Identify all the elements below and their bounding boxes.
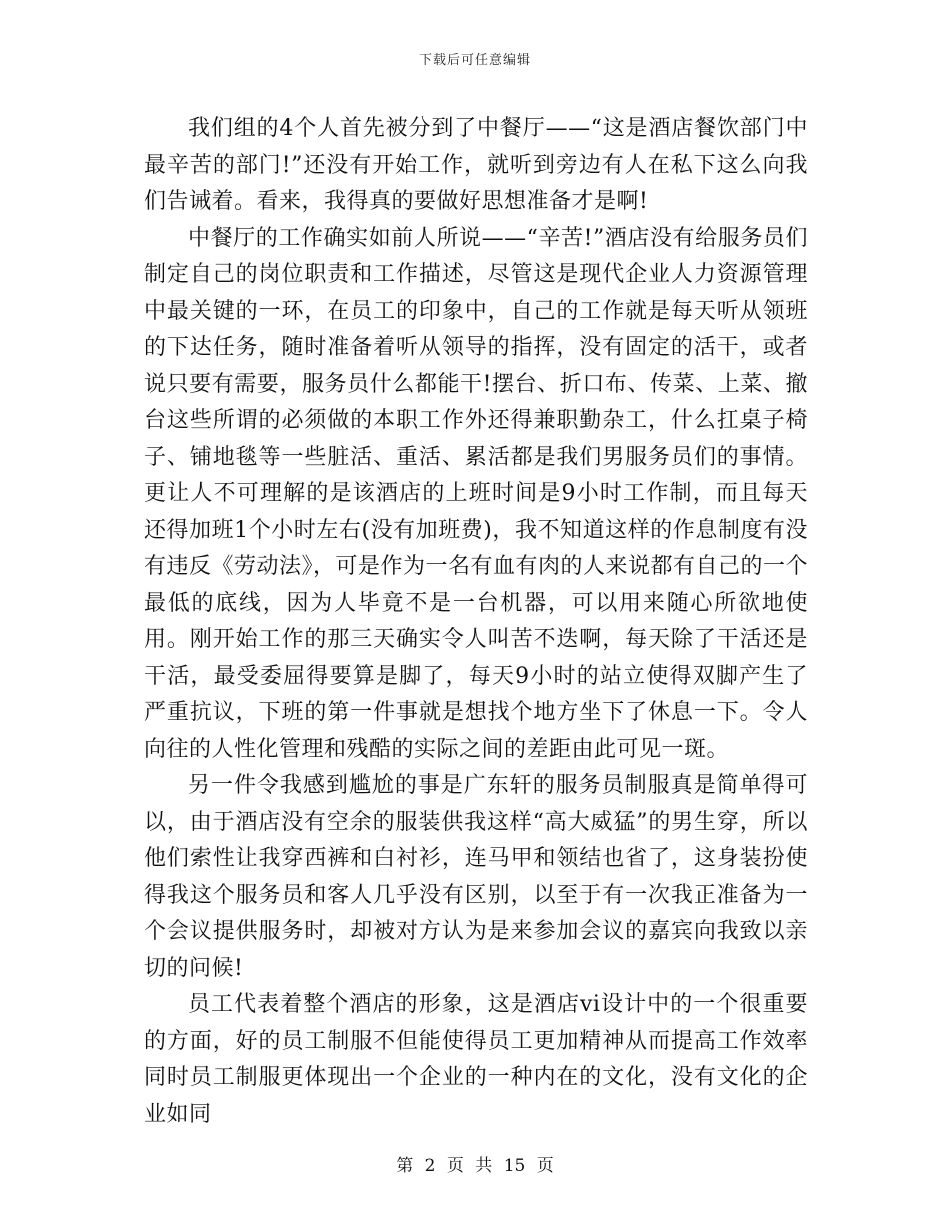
- paragraph-1: 我们组的4个人首先被分到了中餐厅——“这是酒店餐饮部门中最辛苦的部门!”还没有开始工作，就听到旁边有人在私下这么向我们告诫着。看来，我得真的要做好思想准备才是啊!: [144, 116, 808, 214]
- paragraph-4: 员工代表着整个酒店的形象，这是酒店vi设计中的一个很重要的方面，好的员工制服不但能使得员工更加精神从而提高工作效率同时员工制服更体现出一个企业的一种内在的文化，没有文化的企业如同: [144, 992, 808, 1127]
- page-number-footer: 第 2 页 共 15 页: [396, 1156, 554, 1176]
- paragraph-2: 中餐厅的工作确实如前人所说——“辛苦!”酒店没有给服务员们制定自己的岗位职责和工作描述，尽管这是现代企业人力资源管理中最关键的一环，在员工的印象中，自己的工作就是每天听从领班的下达任务，随时准备着听从领导的指挥，没有固定的活干，或者说只要有需要，服务员什么都能干!摆台、折口布、传菜、上菜、撤台这些所谓的必须做的本职工作外还得兼职勤杂工，什么扛桌子椅子、铺地毯等一些脏活、重活、累活都是我们男服务员们的事情。更让人不可理解的是该酒店的上班时间是9小时工作制，而且每天还得加班1个小时左右(没有加班费)，我不知道这样的作息制度有没有违反《劳动法》，可是作为一名有血有肉的人来说都有自己的一个最低的底线，因为人毕竟不是一台机器，可以用来随心所欲地使用。刚开始工作的那三天确实令人叫苦不迭啊，每天除了干活还是干活，最受委屈得要算是脚了，每天9小时的站立使得双脚产生了严重抗议，下班的第一件事就是想找个地方坐下了休息一下。令人向往的人性化管理和残酷的实际之间的差距由此可见一斑。: [144, 225, 809, 762]
- page-header-note: 下载后可任意编辑: [418, 53, 531, 68]
- paragraph-3: 另一件令我感到尴尬的事是广东轩的服务员制服真是简单得可以，由于酒店没有空余的服装供我这样“高大威猛”的男生穿，所以他们索性让我穿西裤和白衬衫，连马甲和领结也省了，这身装扮使得我这个服务员和客人几乎没有区别，以至于有一次我正准备为一个会议提供服务时，却被对方认为是来参加会议的嘉宾向我致以亲切的问候!: [144, 773, 808, 981]
- document-body: [144, 111, 808, 1133]
